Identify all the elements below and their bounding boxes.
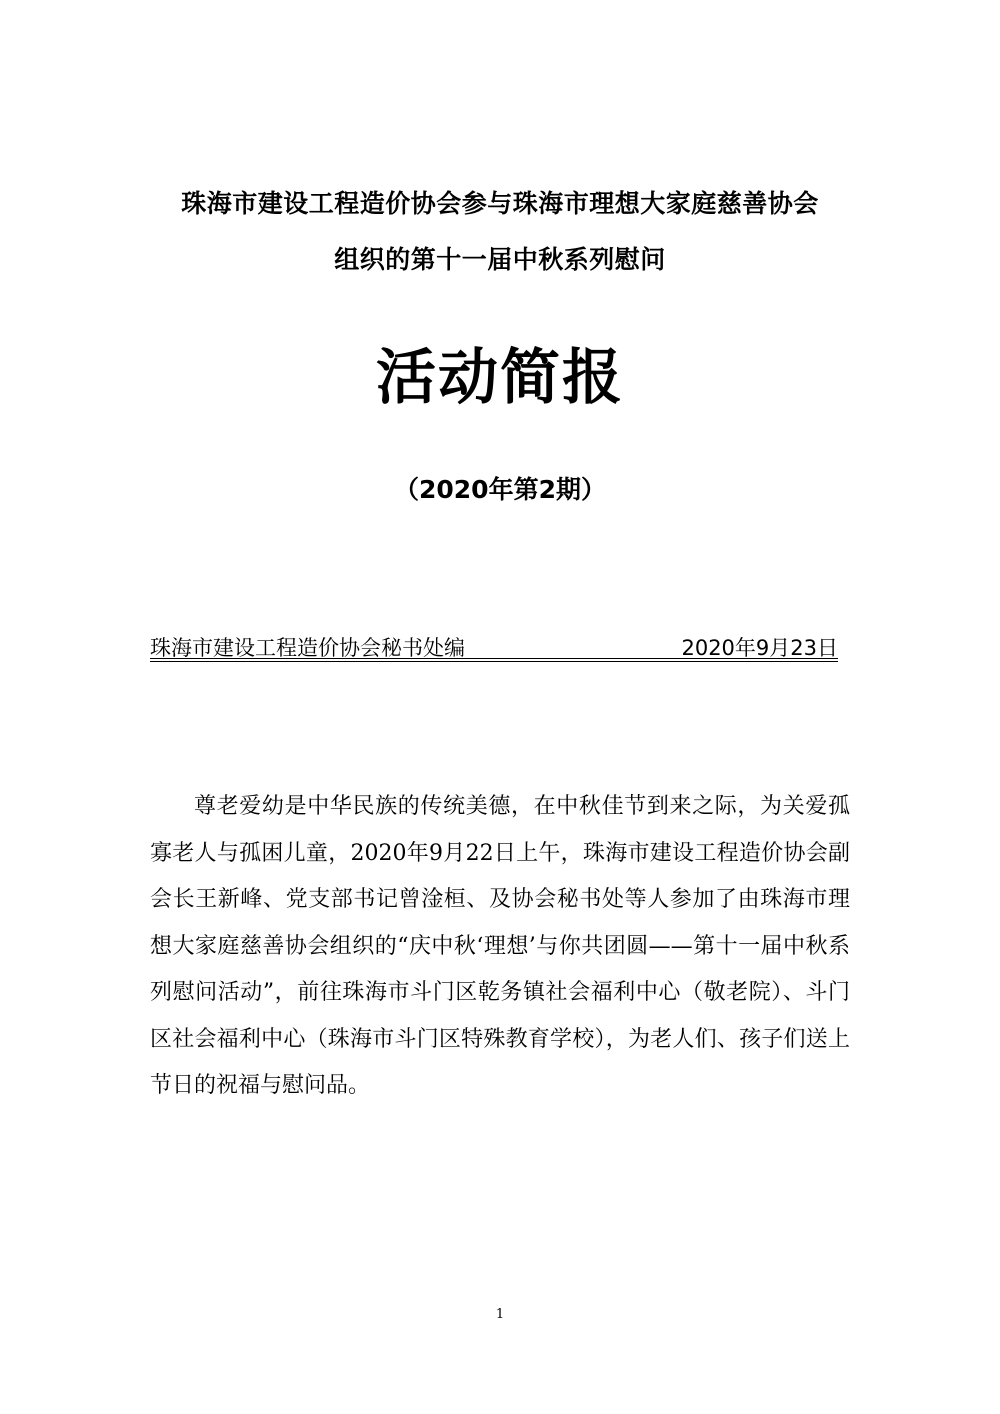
publish-date: 2020年9月23日 (681, 636, 838, 660)
page-number: 1 (495, 1307, 505, 1322)
heading-line-1: 珠海市建设工程造价协会参与珠海市理想大家庭慈善协会 (181, 189, 819, 218)
page-title: 活动简报 (376, 343, 624, 413)
body-paragraph: 尊老爱幼是中华民族的传统美德，在中秋佳节到来之际，为关爱孤寡老人与孤困儿童，2020年9月22日上午，珠海市建设工程造价协会副会长王新峰、党支部书记曾淦桓、及协会秘书处等人参加了由珠海市理想大家庭慈善协会组织的“庆中秋‘理想’与你共团圆——第十一届中秋系列慰问活动”，前往珠海市斗门区乾务镇社会福利中心（敬老院）、斗门区社会福利中心（珠海市斗门区特殊教育学校），为老人们、孩子们送上节日的祝福与慰问品。 (150, 794, 850, 1098)
issue-number: （2020年第2期） (394, 475, 606, 504)
heading-line-2: 组织的第十一届中秋系列慰问 (334, 245, 666, 274)
publisher-name: 珠海市建设工程造价协会秘书处编 (150, 636, 465, 660)
publisher-underline-secondary (150, 661, 838, 662)
publisher-underline (150, 658, 838, 659)
publisher-row (150, 632, 838, 662)
